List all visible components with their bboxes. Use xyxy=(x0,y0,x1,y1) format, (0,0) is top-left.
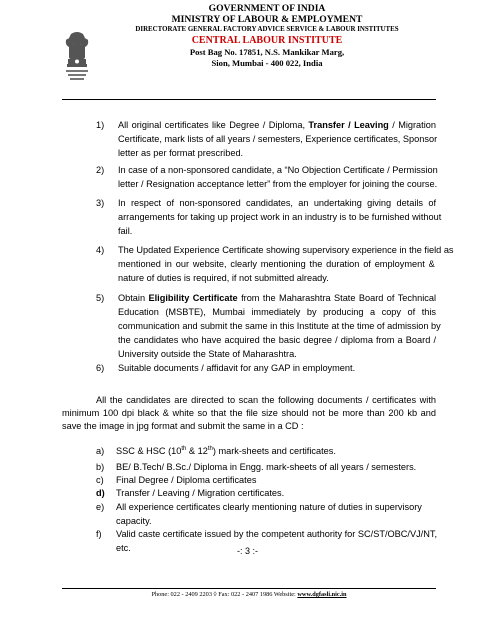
ministry-title: MINISTRY OF LABOUR & EMPLOYMENT xyxy=(171,14,363,25)
list-item-line: capacity. xyxy=(116,515,152,526)
footer xyxy=(62,591,436,598)
item-line: letter as per format prescribed. xyxy=(118,148,244,158)
list-marker: e) xyxy=(96,502,105,512)
address-line-2: Sion, Mumbai - 400 022, India xyxy=(211,58,323,68)
list-marker: c) xyxy=(96,475,104,485)
item-line: communication and submit the same in this Institute at the time of admission by xyxy=(118,321,441,331)
item-line: letter / Resignation acceptance letter” from the employer for joining the course. xyxy=(118,179,438,189)
list-marker: 6) xyxy=(96,363,105,373)
item-line: Certificate, mark lists of all years / semesters, Experience certificates, Sponsor xyxy=(118,134,438,144)
item-line: In case of a non-sponsored candidate, a “No Objection Certificate / Permission xyxy=(118,165,438,175)
list-item-line: All experience certificates clearly mentioning nature of duties in supervisory xyxy=(116,502,422,512)
item-line: arrangements for taking up project work in an industry is to be furnished without xyxy=(118,212,442,222)
item-line: In respect of non-sponsored candidates, an undertaking giving details of xyxy=(118,198,436,208)
item-line: nature of duties is required, if not submitted already. xyxy=(118,273,329,283)
item-line: University outside the State of Maharashtra. xyxy=(118,349,297,359)
item-line: Suitable documents / affidavit for any GAP in employment. xyxy=(118,363,356,373)
list-marker: d) xyxy=(96,488,105,498)
website-link[interactable]: www.dgfasli.nic.in xyxy=(297,591,347,598)
item-line: Education (MSBTE), Mumbai immediately by producing a copy of this xyxy=(118,307,436,317)
footer-contact: Phone: 022 - 2409 2203 ◊ Fax: 022 - 2407 1986 Website: xyxy=(151,591,298,598)
list-marker: a) xyxy=(96,446,105,456)
list-item-line: BE/ B.Tech/ B.Sc./ Diploma in Engg. mark-sheets of all years / semesters. xyxy=(116,462,417,472)
page-number: -: 3 :- xyxy=(236,546,258,556)
list-marker: 3) xyxy=(96,198,105,208)
item-line: The Updated Experience Certificate showing supervisory experience in the field as xyxy=(118,245,454,255)
paragraph-line: save the image in jpg format and submit the same in a CD : xyxy=(62,421,304,431)
institute-title: CENTRAL LABOUR INSTITUTE xyxy=(191,35,343,46)
item-line: the candidates who have acquired the basic degree / diploma from a Board / xyxy=(118,335,436,345)
footer-divider xyxy=(62,588,436,589)
list-item-line: SSC & HSC (10th & 12th) mark-sheets and certificates. xyxy=(116,445,336,456)
item-line: mentioned in our website, clearly mentioning the duration of employment & xyxy=(118,259,435,269)
item-line: All original certificates like Degree / Diploma, Transfer / Leaving / Migration xyxy=(118,120,436,130)
list-marker: 2) xyxy=(96,165,105,175)
header-divider xyxy=(62,99,436,100)
paragraph-line: All the candidates are directed to scan the following documents / certificates with xyxy=(96,395,436,405)
list-marker: f) xyxy=(96,529,102,539)
item-line: fail. xyxy=(118,226,133,236)
list-marker: 4) xyxy=(96,245,105,255)
letterhead xyxy=(62,0,438,100)
paragraph-line: minimum 100 dpi black & white so that the file size should not be more than 200 kb and xyxy=(62,408,436,418)
list-marker: 5) xyxy=(96,293,105,303)
national-emblem-icon xyxy=(62,30,92,86)
list-marker: b) xyxy=(96,462,105,472)
list-marker: 1) xyxy=(96,120,105,130)
directorate-title: DIRECTORATE GENERAL FACTORY ADVICE SERVICE & LABOUR INSTITUTES xyxy=(135,26,399,33)
list-item-line: Final Degree / Diploma certificates xyxy=(116,475,257,485)
list-item-line: etc. xyxy=(116,542,131,553)
list-item-line: Transfer / Leaving / Migration certificates. xyxy=(116,488,285,498)
letterhead-text xyxy=(96,3,438,69)
list-item-line: Valid caste certificate issued by the competent authority for SC/ST/OBC/VJ/NT, xyxy=(116,529,438,539)
government-title: GOVERNMENT OF INDIA xyxy=(208,3,326,14)
item-line: Obtain Eligibility Certificate from the Maharashtra State Board of Technical xyxy=(118,293,437,303)
address-line-1: Post Bag No. 17851, N.S. Mankikar Marg, xyxy=(189,47,345,57)
